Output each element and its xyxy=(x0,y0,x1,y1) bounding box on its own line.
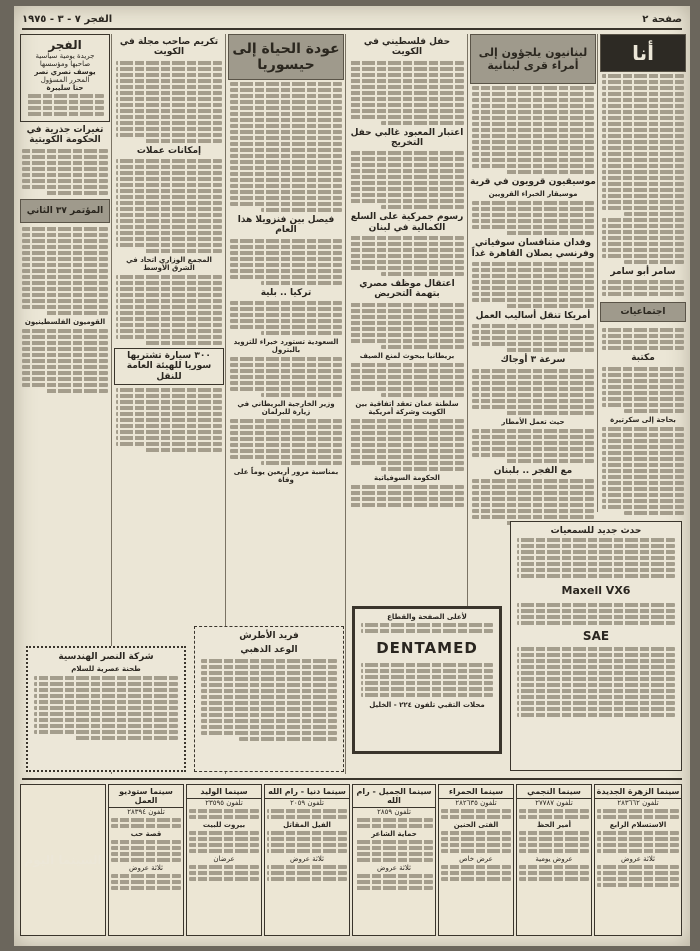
cinema-film: قصة حب xyxy=(130,830,162,838)
cinema-film: الفتى الحنين xyxy=(453,821,499,829)
cinema-listing xyxy=(186,784,262,936)
maxell-ad xyxy=(510,521,682,771)
ad-footer: محلات التقبي تلفون ٢٢٤ - الخليل xyxy=(369,701,485,709)
memorial-notice xyxy=(194,626,344,772)
maxell-logo: Maxell VX6 xyxy=(561,584,631,597)
notice-subtitle: الوعد الذهبي xyxy=(240,645,298,655)
headline: إمكانات عملات xyxy=(136,145,202,156)
section-banner: المؤتمر ٣٧ الثاني xyxy=(20,199,110,223)
headline: وزير الخارجية البريطاني في زيارة للبرلمان xyxy=(237,400,335,417)
dentamed-logo: DENTAMED xyxy=(376,639,478,657)
cinema-listing xyxy=(594,784,682,936)
column-rule xyxy=(345,34,346,774)
headline: بحاجة إلى سكرتيرة xyxy=(610,415,676,424)
cinema-name: سينما دنيا - رام الله xyxy=(265,785,349,799)
page-header xyxy=(22,12,682,30)
page-number: صفحة ٢ xyxy=(642,14,682,25)
cinema-line: ثلاثة عروض xyxy=(377,864,411,872)
column-4 xyxy=(228,34,344,487)
cinema-line: تلفون ٢٨٥٩ xyxy=(377,808,411,816)
cinema-film: بيروت للبيت xyxy=(202,821,246,829)
cinema-name: سينما الوليد xyxy=(187,785,261,799)
cinema-line: تلفون ٢٠٥٩ xyxy=(290,799,324,807)
dentamed-ad xyxy=(352,606,502,754)
issue-date: الفجر ٧ - ٣ - ١٩٧٥ xyxy=(22,14,113,25)
section-banner: اجتماعيات xyxy=(600,302,686,322)
cinema-line: عرضان xyxy=(213,855,235,863)
headline: المجمع الوزاري اتحاد في الشرق الأوسط xyxy=(126,256,212,273)
ad-title: شركة النصر الهندسية xyxy=(58,652,154,662)
headline: موسيقيون قرويون في قرية xyxy=(470,177,596,187)
headline: الحكومة السوفياتية xyxy=(374,473,440,482)
headline: حفل فلسطيني في الكويت xyxy=(363,37,451,58)
headline: القوميون الفلسطينيون xyxy=(24,317,106,326)
headline: فيصل بين فنزويلا هذا العام xyxy=(237,215,335,236)
paper-line: صاحبها ومؤسسها xyxy=(39,60,91,68)
cinema-line: ثلاثة عروض xyxy=(129,864,163,872)
headline: تغيرات جذرية في الحكومة الكويتية xyxy=(26,125,104,146)
headline: تكريم صاحب مجلة في الكويت xyxy=(119,37,219,58)
cinema-listing xyxy=(352,784,436,936)
section-logo: أنا xyxy=(600,34,686,72)
headline: سلطنة عمان تعقد اتفاقية بين الكويت وشركة أمريكية xyxy=(355,399,459,416)
cinema-line: ثلاثة عروض xyxy=(290,855,324,863)
headline: بمناسبة مرور أربعين يوماً على وفاة xyxy=(233,468,339,485)
paper-line: حنا سليبرة xyxy=(46,84,84,92)
headline: رسوم جمركية على السلع الكمالية في لبنان xyxy=(350,212,464,233)
cinema-film: الفيل المقاتل xyxy=(283,821,331,829)
section-rule xyxy=(22,778,682,780)
headline: اعتبار المعبود غالبي حفل التخريج xyxy=(350,127,464,149)
headline: تركيا .. بلية xyxy=(260,287,312,298)
notice-title: فريد الأطرش xyxy=(239,631,299,641)
column-5 xyxy=(114,34,224,454)
column-rule xyxy=(467,34,468,634)
cinema-name: سينما الجميل - رام الله xyxy=(353,785,435,808)
cinema-name: سينما الزهرة الجديدة xyxy=(595,785,681,799)
cinema-line: ثلاثة عروض xyxy=(621,855,655,863)
headline: سامر أبو سامر xyxy=(610,267,676,277)
cinema-poster xyxy=(20,784,106,936)
column-3 xyxy=(348,34,466,509)
headline: وفدان متنافسان سوفياتي وفرنسي يصلان القاهرة غداً xyxy=(471,238,595,259)
column-6 xyxy=(20,34,110,395)
subheadline: موسيقار الخبراء القرويين xyxy=(488,190,578,199)
column-2 xyxy=(470,34,596,527)
headline: السعودية تستورد خبراء للتزويد بالبترول xyxy=(233,338,339,355)
hindi-ad xyxy=(26,646,186,772)
cinema-line: تلفون ٢٨٣٦٦٢ xyxy=(617,799,659,807)
cinema-line: تلفون ٢٨٣٩٤ xyxy=(127,808,165,816)
paper-name: الفجر xyxy=(48,38,82,52)
publisher-box xyxy=(20,34,110,122)
ad-title: لأعلى الصفحة والقطاع xyxy=(387,613,467,621)
column-rule xyxy=(597,34,598,512)
feature-banner: عودة الحياة إلى حيسوريا xyxy=(228,34,344,80)
headline: سرعة ٣ أوجاك xyxy=(500,355,566,366)
cinema-listing xyxy=(516,784,592,936)
headline: ٣٠٠ سيارة تشتريها سوريا للهيئة العامة للنقل xyxy=(114,348,224,385)
ad-subtitle: طحنة عصرية للسلام xyxy=(71,665,141,673)
cinema-film: حماية الشاعر xyxy=(371,830,417,838)
cinema-line: تلفون ٢٧٧٨٧ xyxy=(535,799,573,807)
newspaper-page xyxy=(14,6,690,946)
headline: اعتقال موظف مصري بتهمة التحريض xyxy=(359,279,455,300)
cinema-line: تلفون ٢٣٥٩٥ xyxy=(205,799,243,807)
cinema-listing xyxy=(438,784,514,936)
lead-banner: لبنانيون يلجؤون إلى أمراء قرى لبنانية xyxy=(470,34,596,84)
cinema-name: سينما ستوديو العمل xyxy=(109,785,183,808)
cinema-listing xyxy=(264,784,350,936)
column-1 xyxy=(600,34,686,517)
headline: بريطانيا ببحوث لمنع الصيف xyxy=(359,351,455,360)
poster-text: السينما اليوم xyxy=(24,853,102,867)
headline: أمريكا تنقل أساليب العمل xyxy=(475,311,591,322)
paper-line: المحرر المسؤول xyxy=(40,76,90,84)
cinema-line: تلفون ٢٨٢٦٣٥ xyxy=(455,799,497,807)
cinema-line: عرض خاص xyxy=(459,855,493,863)
paper-line: يوسف نصري نصر xyxy=(34,68,96,76)
headline: مع الفجر .. بلبنان xyxy=(493,465,573,476)
paper-line: جريدة يومية سياسية xyxy=(35,52,95,60)
sae-logo: SAE xyxy=(582,629,610,643)
headline: حيث تعمل الأمطار xyxy=(501,417,565,426)
cinema-line: عروض يومية xyxy=(535,855,573,863)
cinema-name: سينما الحمراء xyxy=(439,785,513,799)
cinema-name: سينما النجمي xyxy=(517,785,591,799)
cinema-listing xyxy=(108,784,184,936)
cinema-film: الاستسلام الرابع xyxy=(609,821,667,829)
ad-title: حدث جديد للسمعيات xyxy=(550,526,642,536)
cinema-film: أمير الحظ xyxy=(537,821,571,829)
headline: مكتبة xyxy=(631,353,655,364)
